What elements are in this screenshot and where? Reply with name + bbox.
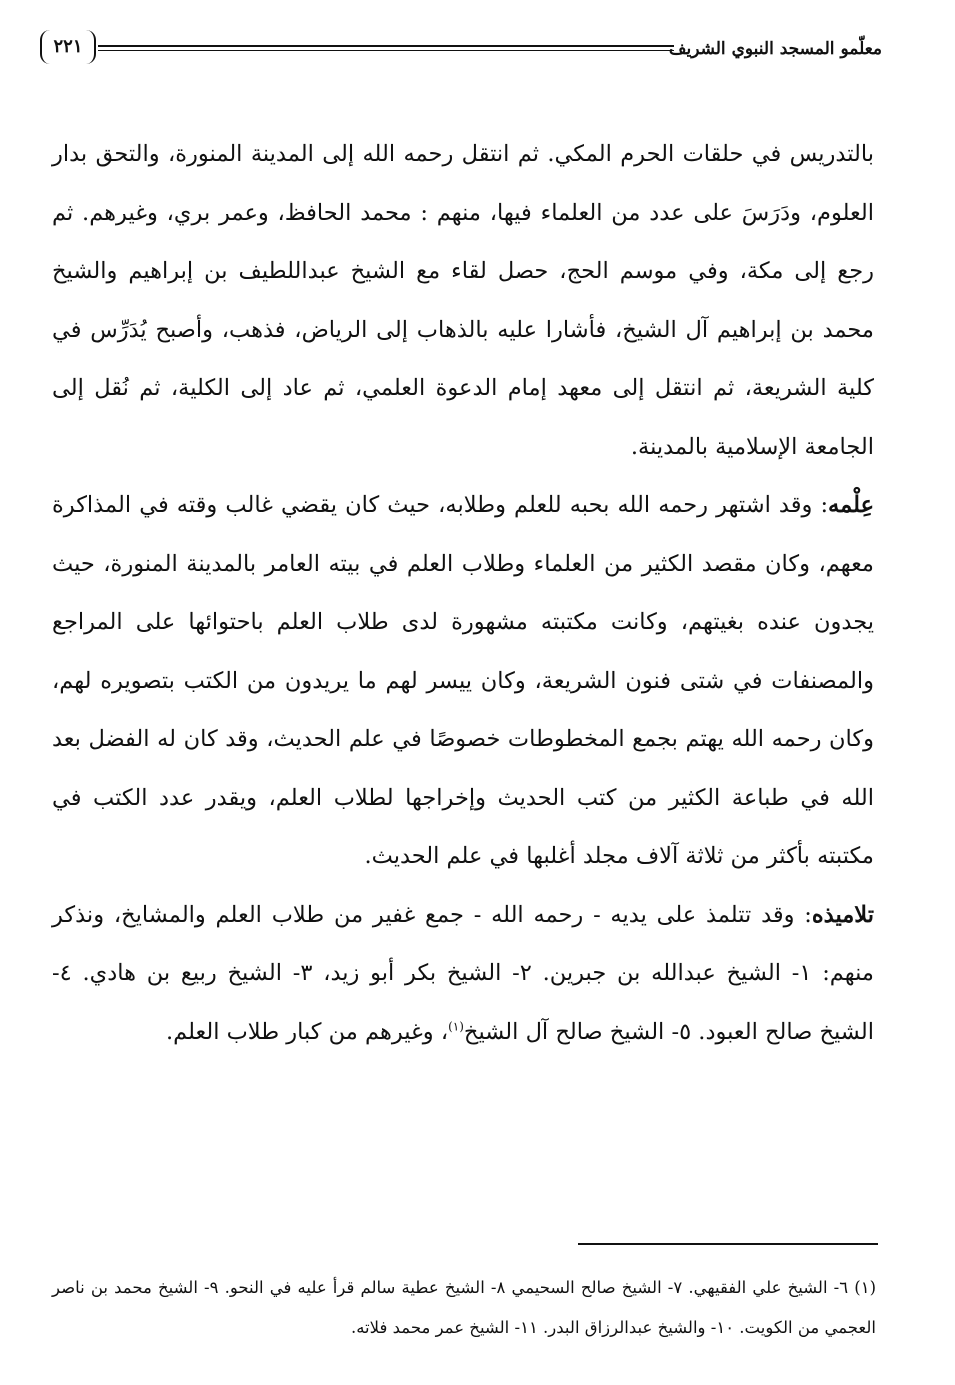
section-lead-students: تلاميذه [811, 901, 874, 928]
paragraph-knowledge-text: : وقد اشتهر رحمه الله بحبه للعلم وطلابه، حيث كان يقضي غالب وقته في المذاكرة معهم، وكان مقصد الكثير من العلماء وطلاب العلم في بيته العامر بالمدينة المنورة، حيث يجدون عنده بغيتهم، وكانت مكتبته مشهورة لدى طلاب العلم باحتوائها على المراجع والمصنفات في شتى فنون الشريعة، وكان ييسر لهم ما يريدون من الكتب بتصويره لهم، وكان رحمه الله يهتم بجمع المخطوطات خصوصًا في علم الحديث، وقد كان له الفضل بعد الله في طباعة الكثير من كتب الحديث وإخراجها لطلاب العلم، ويقدر عدد الكتب في مكتبته بأكثر من ثلاثة آلاف مجلد أغلبها في علم الحديث. [52, 492, 875, 869]
paragraph-knowledge [52, 476, 874, 886]
footnotes [52, 1268, 876, 1348]
paragraph-biography: بالتدريس في حلقات الحرم المكي. ثم انتقل رحمه الله إلى المدينة المنورة، والتحق بدار العلوم، ودَرَسَ على عدد من العلماء فيها، منهم : محمد الحافظ، وعمر بري، وغيرهم. ثم رجع إلى مكة، وفي موسم الحج، حصل لقاء مع الشيخ عبداللطيف بن إبراهيم والشيخ محمد بن إبراهيم آل الشيخ، فأشارا عليه بالذهاب إلى الرياض، فذهب، وأصبح يُدَرِّس في كلية الشريعة، ثم انتقل إلى معهد إمام الدعوة العلمي، ثم عاد إلى الكلية، ثم نُقل إلى الجامعة الإسلامية بالمدينة. [52, 141, 874, 460]
page-number: ٢٢١ [40, 30, 96, 64]
main-text [52, 125, 874, 1061]
paragraph-students-text: : وقد تتلمذ على يديه - رحمه الله - جمع غفير من طلاب العلم والمشايخ، ونذكر منهم: ١- الشيخ عبدالله بن جبرين. ٢- الشيخ بكر أبو زيد، ٣- الشيخ ربيع بن هادي. ٤- الشيخ صالح العبود. ٥- الشيخ صالح آل الشيخ [52, 901, 874, 1045]
footnote-separator [578, 1243, 878, 1245]
running-title: معلّمو المسجد النبوي الشريف [668, 39, 882, 59]
paragraph-students [52, 886, 874, 1062]
footnote-reference: (١) [448, 1019, 464, 1033]
footnote-1: (١) ٦- الشيخ علي الفقيهي. ٧- الشيخ صالح السحيمي ٨- الشيخ عطية سالم قرأ عليه في النحو. ٩- الشيخ محمد بن ناصر العجمي من الكويت. ١٠- والشيخ عبدالرزاق البدر. ١١- الشيخ عمر محمد فلاته. [52, 1278, 877, 1337]
header-rule [98, 45, 674, 51]
section-lead-knowledge: عِلْمه [828, 492, 874, 518]
page-header [40, 28, 882, 76]
paragraph-students-end: ، وغيرهم من كبار طلاب العلم. [165, 1018, 449, 1045]
